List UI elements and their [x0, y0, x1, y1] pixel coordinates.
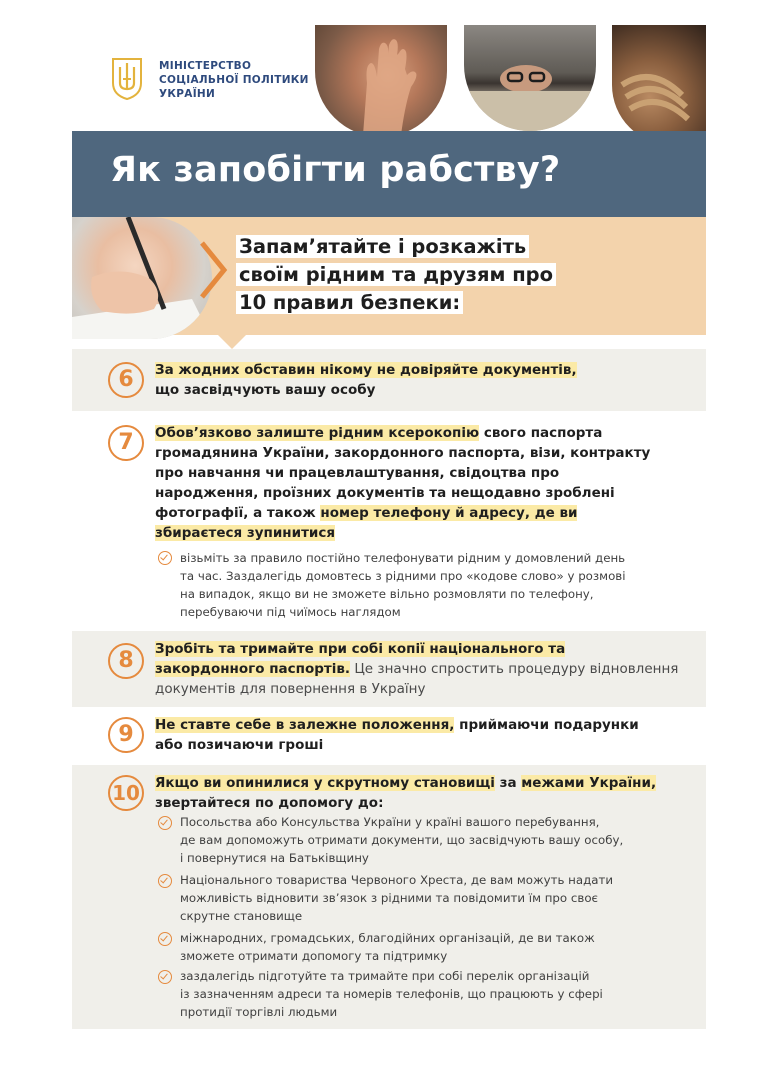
rule-7-line-1-rest: свого паспорта	[479, 425, 603, 441]
rule-8-highlight-1: Зробіть та тримайте при собі копії національного та	[155, 641, 566, 657]
header	[72, 25, 706, 131]
rule-10-line-1-mid: за	[494, 775, 522, 791]
ministry-line-2: СОЦІАЛЬНОЇ ПОЛІТИКИ	[159, 74, 309, 86]
chevron-right-icon	[196, 239, 230, 301]
photo-writing-hand	[72, 217, 212, 339]
rule-7-section	[72, 423, 706, 627]
rule-10-item-3	[180, 929, 595, 965]
rule-7-tip-line-1: візьміть за правило постійно телефонувати рідним у домовлений день	[180, 551, 626, 565]
page-title: Як запобігти рабству?	[110, 150, 561, 190]
rule-6-number: 6	[108, 362, 144, 398]
rule-6-line-2: що засвідчують вашу особу	[155, 382, 376, 398]
ministry-line-3: УКРАЇНИ	[159, 88, 216, 100]
intro-line-3: 10 правил безпеки:	[236, 291, 463, 314]
rule-8-section	[72, 631, 706, 707]
rule-10-number: 10	[108, 775, 144, 811]
rule-10-item-2-line-1: Національного товариства Червоного Хреста, де вам можуть надати	[180, 873, 614, 887]
rule-10-item-4	[180, 967, 603, 1021]
photo-stop-hand	[315, 25, 447, 137]
rule-9-line-1-rest: приймаючи подарунки	[454, 717, 639, 733]
check-circle-icon	[158, 551, 172, 565]
rule-10-item-2-line-2: можливість відновити зв’язок з рідними та повідомити їм про своє	[180, 891, 599, 905]
pen-writing-icon	[72, 217, 212, 339]
check-circle-icon	[158, 932, 172, 946]
rule-9-section	[72, 711, 706, 761]
rule-9-line-2: або позичаючи гроші	[155, 737, 324, 753]
rule-10-item-3-line-1: міжнародних, громадських, благодійних організацій, де ви також	[180, 931, 595, 945]
check-circle-icon	[158, 816, 172, 830]
rule-7-tip-line-2: та час. Заздалегідь домовтесь з рідними про «кодове слово» у розмові	[180, 569, 626, 583]
rule-7-line-4: народження, проїзних документів та нещодавно зроблені	[155, 485, 615, 501]
rule-10-item-3-line-2: зможете отримати допомогу та підтримку	[180, 949, 448, 963]
rule-7-line-5-start: фотографії, а також	[155, 505, 321, 521]
rule-8-text	[155, 639, 678, 699]
rule-10-highlight-1: Якщо ви опинилися у скрутному становищі	[155, 775, 495, 791]
rule-7-highlight-1: Обов’язково залиште рідним ксерокопію	[155, 425, 480, 441]
ministry-name	[159, 59, 309, 101]
intro-line-2: своїм рідним та друзям про	[236, 263, 556, 286]
rule-6-section	[72, 349, 706, 411]
rope-icon	[612, 25, 706, 145]
rule-10-highlight-2: межами України,	[521, 775, 657, 791]
rule-9-highlight: Не ставте себе в залежне положення,	[155, 717, 455, 733]
rule-7-tip-line-3: на випадок, якщо ви не зможете вільно розмовляти по телефону,	[180, 587, 594, 601]
rule-10-section	[72, 765, 706, 1029]
check-circle-icon	[158, 970, 172, 984]
intro-pointer	[218, 335, 246, 349]
trident-emblem-icon	[109, 53, 145, 101]
rule-8-line-2-rest: Це значно спростить процедуру відновлення	[350, 661, 679, 677]
poster	[72, 25, 706, 1029]
ministry-line-1: МІНІСТЕРСТВО	[159, 60, 252, 72]
rule-7-tip-line-4: перебуваючи під чиїмось наглядом	[180, 605, 401, 619]
rule-10-line-2: звертайтеся по допомогу до:	[155, 795, 384, 811]
rule-7-text	[155, 423, 650, 543]
rule-9-number: 9	[108, 717, 144, 753]
intro-text	[236, 233, 556, 317]
rule-10-item-4-line-1: заздалегідь підготуйте та тримайте при собі перелік організацій	[180, 969, 590, 983]
rule-7-number: 7	[108, 425, 144, 461]
photo-tied-hands	[612, 25, 706, 145]
intro-line-1: Запам’ятайте і розкажіть	[236, 235, 529, 258]
check-circle-icon	[158, 874, 172, 888]
rule-8-line-3: документів для повернення в Україну	[155, 681, 426, 697]
rule-7-highlight-2: номер телефону й адресу, де ви	[320, 505, 578, 521]
rule-6-text	[155, 360, 577, 400]
rule-10-item-1-line-1: Посольства або Консульства України у країні вашого перебування,	[180, 815, 600, 829]
hand-icon	[315, 25, 447, 137]
rule-8-number: 8	[108, 643, 144, 679]
rule-7-tip	[180, 549, 626, 621]
rule-10-item-1-line-2: де вам допоможуть отримати документи, що засвідчують вашу особу,	[180, 833, 624, 847]
rule-10-item-1-line-3: і повернутися на Батьківщину	[180, 851, 369, 865]
rule-10-item-2	[180, 871, 613, 925]
rule-9-text	[155, 715, 639, 755]
woman-face-icon	[464, 25, 596, 131]
rule-10-item-1	[180, 813, 623, 867]
rule-7-line-2: громадянина України, закордонного паспорта, візи, контракту	[155, 445, 651, 461]
rule-10-item-4-line-2: із зазначенням адреси та номерів телефонів, що працюють у сфері	[180, 987, 603, 1001]
rule-10-item-4-line-3: протидії торгівлі людьми	[180, 1005, 338, 1019]
rule-6-line-1: За жодних обставин нікому не довіряйте документів,	[155, 362, 577, 378]
rule-7-highlight-3: збираєтеся зупинитися	[155, 525, 336, 541]
photo-woman-behind-wall	[464, 25, 596, 131]
rule-10-text	[155, 773, 656, 813]
rule-7-line-3: про навчання чи працевлаштування, свідоцтва про	[155, 465, 560, 481]
rule-10-item-2-line-3: скрутне становище	[180, 909, 303, 923]
rule-8-highlight-2: закордонного паспортів.	[155, 661, 351, 677]
